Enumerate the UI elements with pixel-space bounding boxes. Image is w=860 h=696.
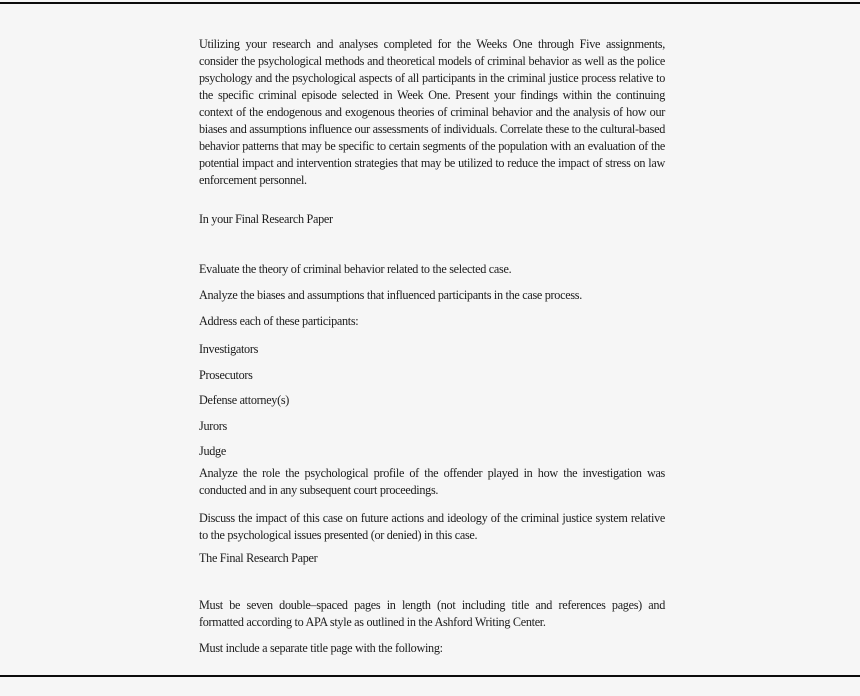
analysis-paragraph-impact: Discuss the impact of this case on future actions and ideology of the criminal justice system relative to the psychological issues presented (or denied) in this case.: [199, 511, 665, 542]
requirement-length-format: Must be seven double–spaced pages in length (not including title and references pages) and formatted according to APA style as outlined in the Ashford Writing Center.: [199, 598, 665, 629]
participant-jurors: Jurors: [199, 419, 227, 433]
participant-defense-attorneys: Defense attorney(s): [199, 393, 290, 407]
intro-paragraph: Utilizing your research and analyses completed for the Weeks One through Five assignments, consider the psychological methods and theoretical models of criminal behavior as well as the police psychology and the psychological aspects of all participants in the criminal justice process relative to the specific criminal episode selected in Week One. Present your findings within the continuing context of the endogenous and exogenous theories of criminal behavior and the analysis of how our biases and assumptions influence our assessments of individuals. Correlate these to the cultural-based behavior patterns that may be specific to certain segments of the population with an evaluation of the potential impact and intervention strategies that may be utilized to reduce the impact of stress on law enforcement personnel.: [199, 37, 665, 187]
task-evaluate-theory: Evaluate the theory of criminal behavior related to the selected case.: [199, 262, 512, 276]
task-analyze-biases: Analyze the biases and assumptions that influenced participants in the case process.: [199, 288, 582, 302]
requirements-heading: The Final Research Paper: [199, 551, 318, 565]
requirement-title-page: Must include a separate title page with the following:: [199, 641, 443, 655]
document-page: [199, 36, 665, 657]
page-top-edge-line: [0, 2, 860, 4]
task-address-participants: Address each of these participants:: [199, 314, 359, 328]
analysis-paragraph-profile: Analyze the role the psychological profile of the offender played in how the investigation was conducted and in any subsequent court proceedings.: [199, 466, 665, 497]
participant-judge: Judge: [199, 444, 226, 458]
participant-prosecutors: Prosecutors: [199, 368, 253, 382]
participant-investigators: Investigators: [199, 342, 259, 356]
page-bottom-edge-line: [0, 675, 860, 677]
section-heading: In your Final Research Paper: [199, 212, 333, 226]
